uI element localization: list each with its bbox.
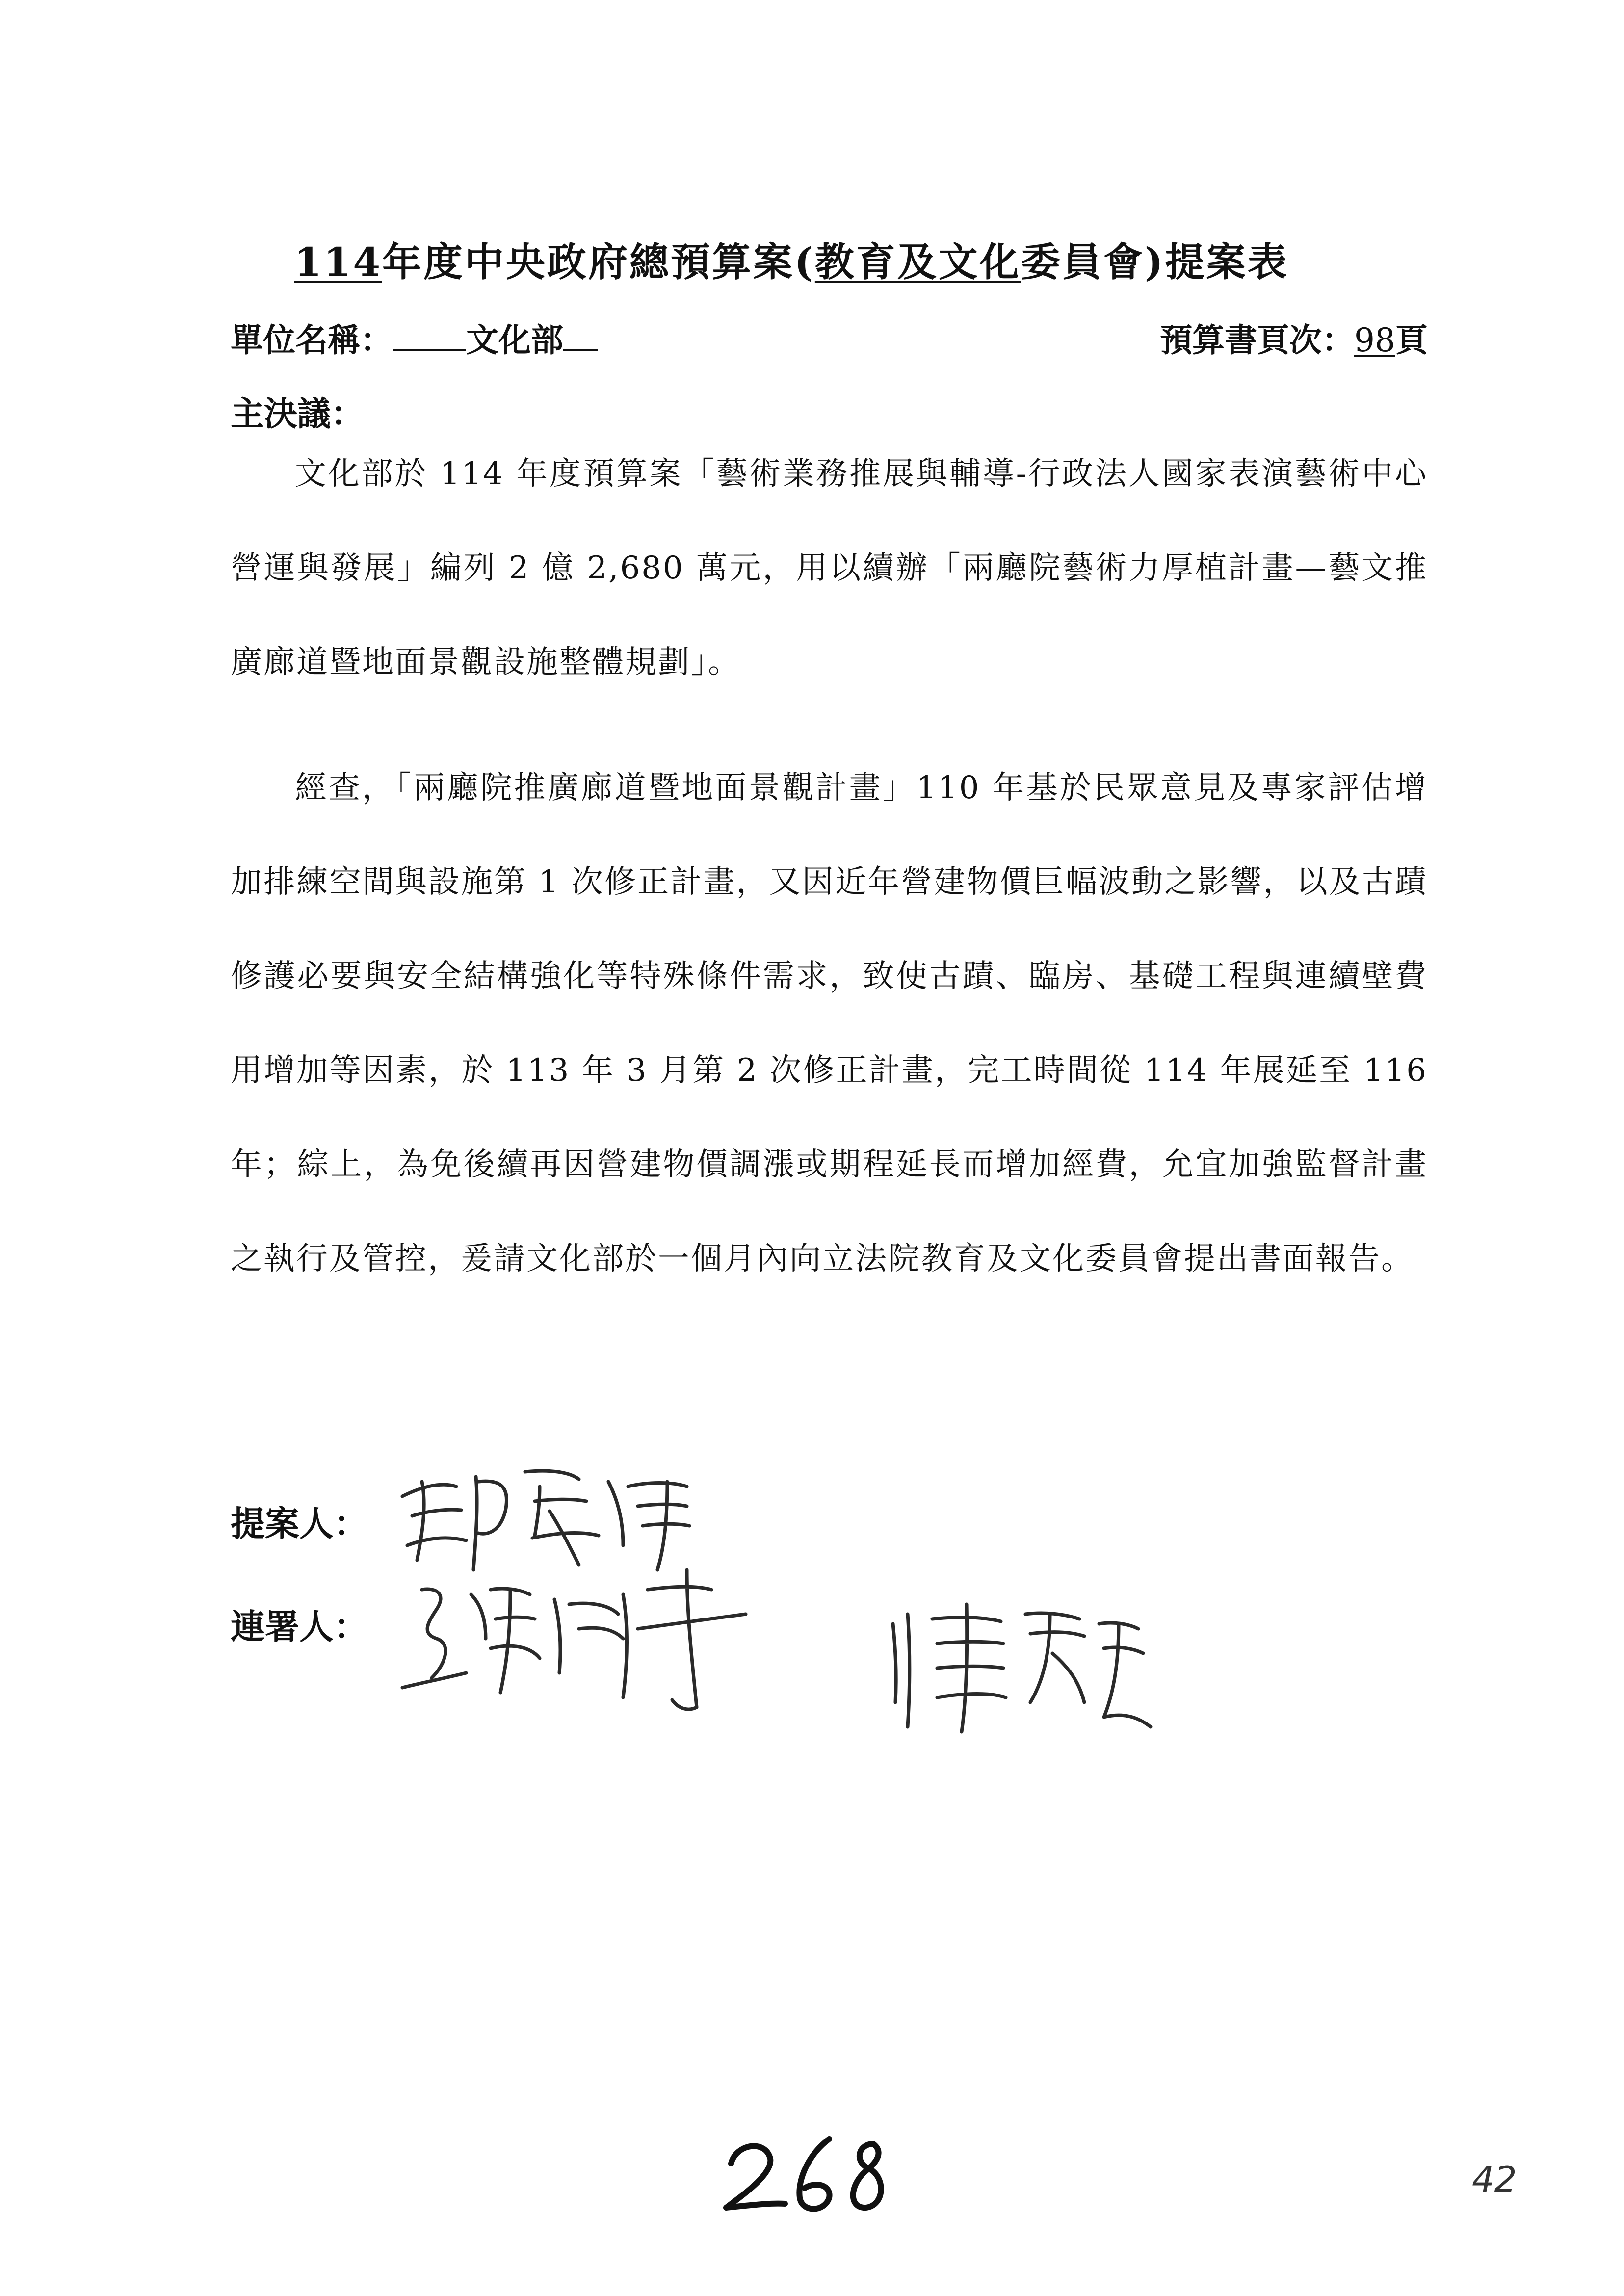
cosigner-label: 連署人： bbox=[231, 1606, 368, 1647]
paragraph-1 bbox=[231, 427, 1428, 709]
cosigner-signature-1 bbox=[393, 1560, 775, 1717]
unit-name-label: 單位名稱： bbox=[231, 321, 393, 359]
header-info-row bbox=[231, 314, 1428, 363]
paragraph-2-text: 經查，「兩廳院推廣廊道暨地面景觀計畫」110 年基於民眾意見及專家評估增加排練空間與設施第 1 次修正計畫，又因近年營建物價巨幅波動之影響，以及古蹟修護必要與安全結構強化等特殊條件需求，致使古蹟、臨房、基礎工程與連續壁費用增加等因素，於 113 年 3 月第 2 次修正計畫，完工時間從 114 年展延至 116 年；綜上，為免後續再因營建物價調漲或期程延長而增加經費，允宜加強監督計畫之執行及管控，爰請文化部於一個月內向立法院教育及文化委員會提出書面報告。 bbox=[231, 770, 1428, 1277]
cosigner-signature-2 bbox=[883, 1594, 1158, 1742]
title-committee: 教育及文化 bbox=[814, 239, 1021, 285]
unit-name bbox=[231, 314, 598, 361]
budget-page-ref bbox=[1160, 314, 1428, 361]
budget-page-value: 98 bbox=[1354, 321, 1395, 359]
proposer-label: 提案人： bbox=[231, 1503, 368, 1544]
form-title bbox=[294, 231, 1374, 287]
title-part1: 年度中央政府總預算案( bbox=[382, 239, 815, 285]
handwritten-page-number bbox=[716, 2124, 903, 2224]
unit-name-value: 文化部 bbox=[466, 321, 563, 359]
resolution-heading: 主決議： bbox=[231, 394, 365, 434]
paragraph-1-text: 文化部於 114 年度預算案「藝術業務推展與輔導-行政法人國家表演藝術中心營運與發展」編列 2 億 2,680 萬元，用以續辦「兩廳院藝術力厚植計畫—藝文推廣廊道暨地面景觀設施整體規劃」。 bbox=[231, 456, 1428, 680]
handwritten-page-number-drawing bbox=[716, 2124, 903, 2222]
unit-blank-line bbox=[393, 321, 466, 351]
paragraph-2 bbox=[231, 741, 1428, 1306]
unit-blank-line-end bbox=[563, 321, 598, 351]
corner-page-number: 42 bbox=[1472, 2159, 1517, 2200]
title-part2: 委員會)提案表 bbox=[1021, 239, 1289, 285]
budget-page-label: 預算書頁次： bbox=[1160, 321, 1355, 359]
budget-page-suffix: 頁 bbox=[1395, 321, 1428, 359]
title-year: 114 bbox=[294, 239, 382, 285]
